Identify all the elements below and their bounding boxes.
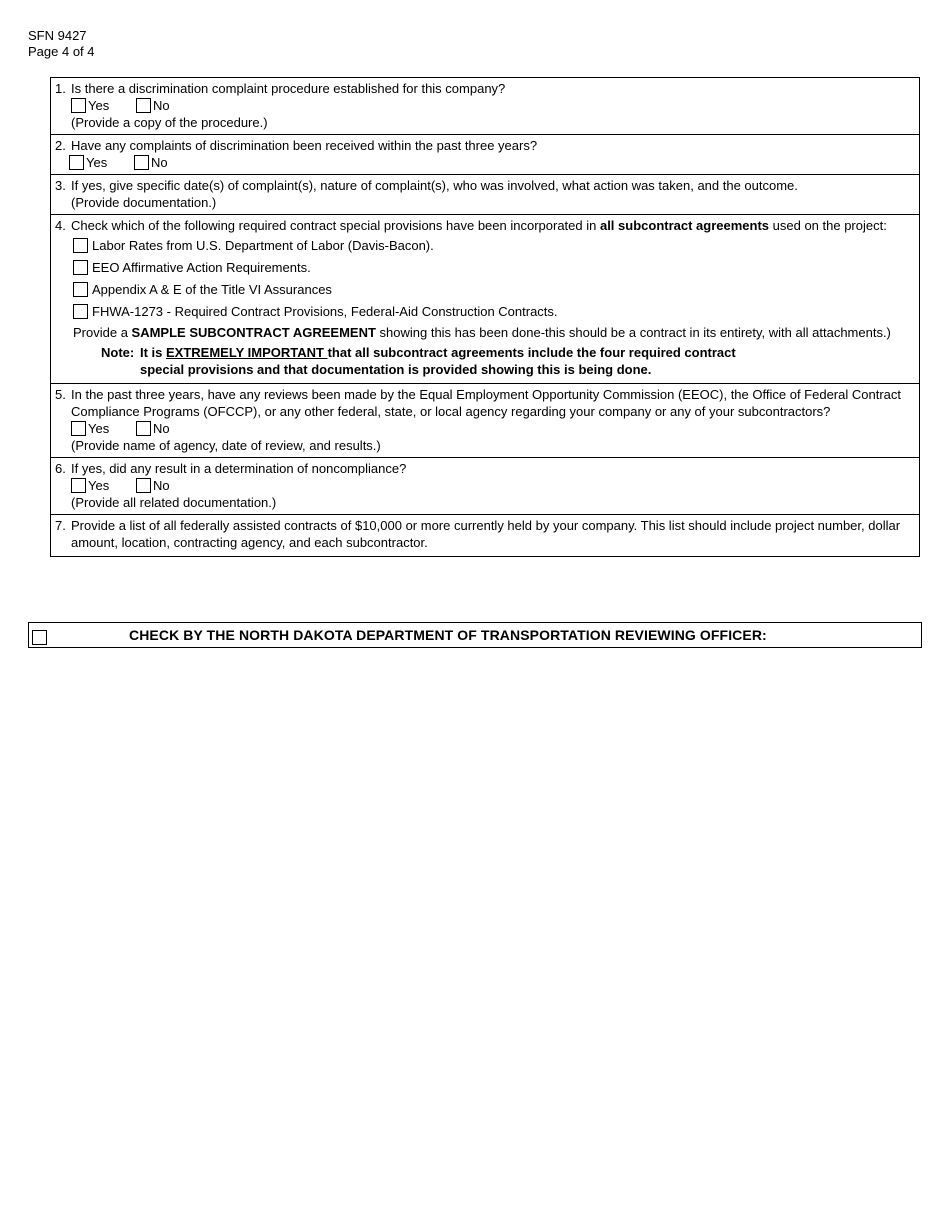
question-7: [51, 515, 919, 557]
provision-checkbox[interactable]: [73, 238, 88, 253]
yes-checkbox[interactable]: [71, 98, 86, 113]
no-checkbox[interactable]: [136, 478, 151, 493]
question-text: If yes, give specific date(s) of complaint(s), nature of complaint(s), who was involved, what action was taken, and the outcome.: [71, 178, 798, 193]
form-number: SFN 9427: [28, 28, 87, 43]
yes-no-group: [71, 97, 913, 114]
note-label: Note:: [101, 345, 135, 360]
question-text: If yes, did any result in a determination of noncompliance?: [71, 461, 407, 476]
question-number: 2.: [55, 138, 66, 153]
form-header: [28, 28, 95, 60]
question-text: In the past three years, have any reviews been made by the Equal Employment Opportunity Commission (EEOC), the Office of Federal Contract Compliance Programs (OFCCP), or any other federal, state, or local agency regarding your company or any of your subcontractors?: [71, 387, 901, 419]
question-4: [51, 215, 919, 384]
question-instruction: (Provide documentation.): [71, 195, 217, 210]
yes-checkbox[interactable]: [69, 155, 84, 170]
questionnaire: [50, 77, 920, 557]
provision-label: Appendix A & E of the Title VI Assurances: [92, 282, 332, 297]
question-instruction: (Provide a copy of the procedure.): [71, 115, 268, 130]
question-2: [51, 135, 919, 175]
provision-label: Labor Rates from U.S. Department of Labor (Davis-Bacon).: [92, 238, 434, 253]
no-checkbox[interactable]: [134, 155, 149, 170]
question-number: 4.: [55, 218, 66, 233]
question-number: 6.: [55, 461, 66, 476]
yes-label: Yes: [88, 421, 110, 436]
no-label: No: [151, 155, 168, 170]
question-text: Have any complaints of discrimination been received within the past three years?: [71, 138, 538, 153]
provision-item: [73, 237, 913, 254]
provision-item: [73, 281, 913, 298]
yes-no-group: [71, 477, 913, 494]
question-number: 5.: [55, 387, 66, 402]
question-instruction: (Provide all related documentation.): [71, 495, 277, 510]
yes-no-group: [71, 420, 913, 437]
reviewer-checkbox[interactable]: [32, 630, 47, 645]
yes-no-group: [69, 154, 913, 171]
yes-label: Yes: [88, 478, 110, 493]
yes-checkbox[interactable]: [71, 421, 86, 436]
provision-checkbox[interactable]: [73, 304, 88, 319]
question-instruction: (Provide name of agency, date of review, and results.): [71, 438, 381, 453]
provision-label: EEO Affirmative Action Requirements.: [92, 260, 311, 275]
no-checkbox[interactable]: [136, 98, 151, 113]
emphasis-text: all subcontract agreements: [599, 218, 770, 233]
question-number: 1.: [55, 81, 66, 96]
question-text: Check which of the following required contract special provisions have been incorporated in all subcontract agreements used on the project:: [71, 218, 887, 233]
important-note: Note: It is EXTREMELY IMPORTANT that all subcontract agreements include the four required contract: [101, 345, 736, 360]
no-checkbox[interactable]: [136, 421, 151, 436]
provision-item: [73, 303, 913, 320]
note-line-2: special provisions and that documentation is provided showing this is being done.: [140, 362, 652, 377]
no-label: No: [153, 421, 170, 436]
question-text: Provide a list of all federally assisted contracts of $10,000 or more currently held by your company. This list should include project number, dollar amount, location, contracting agency, and each subcontractor.: [71, 518, 901, 550]
provision-item: [73, 259, 913, 276]
provision-checkbox[interactable]: [73, 282, 88, 297]
sample-agreement-instruction: Provide a SAMPLE SUBCONTRACT AGREEMENT showing this has been done-this should be a contract in its entirety, with all attachments.): [73, 325, 891, 340]
question-1: [51, 78, 919, 135]
yes-checkbox[interactable]: [71, 478, 86, 493]
yes-label: Yes: [88, 98, 110, 113]
question-number: 3.: [55, 178, 66, 193]
no-label: No: [153, 478, 170, 493]
question-number: 7.: [55, 518, 66, 533]
question-text: Is there a discrimination complaint procedure established for this company?: [71, 81, 506, 96]
page-number: Page 4 of 4: [28, 44, 95, 59]
question-6: [51, 458, 919, 515]
question-3: [51, 175, 919, 215]
question-5: [51, 384, 919, 458]
reviewing-officer-check: [28, 622, 922, 648]
no-label: No: [153, 98, 170, 113]
provision-label: FHWA-1273 - Required Contract Provisions, Federal-Aid Construction Contracts.: [92, 304, 558, 319]
provision-checkbox[interactable]: [73, 260, 88, 275]
yes-label: Yes: [86, 155, 108, 170]
reviewer-title: CHECK BY THE NORTH DAKOTA DEPARTMENT OF TRANSPORTATION REVIEWING OFFICER:: [129, 627, 767, 643]
